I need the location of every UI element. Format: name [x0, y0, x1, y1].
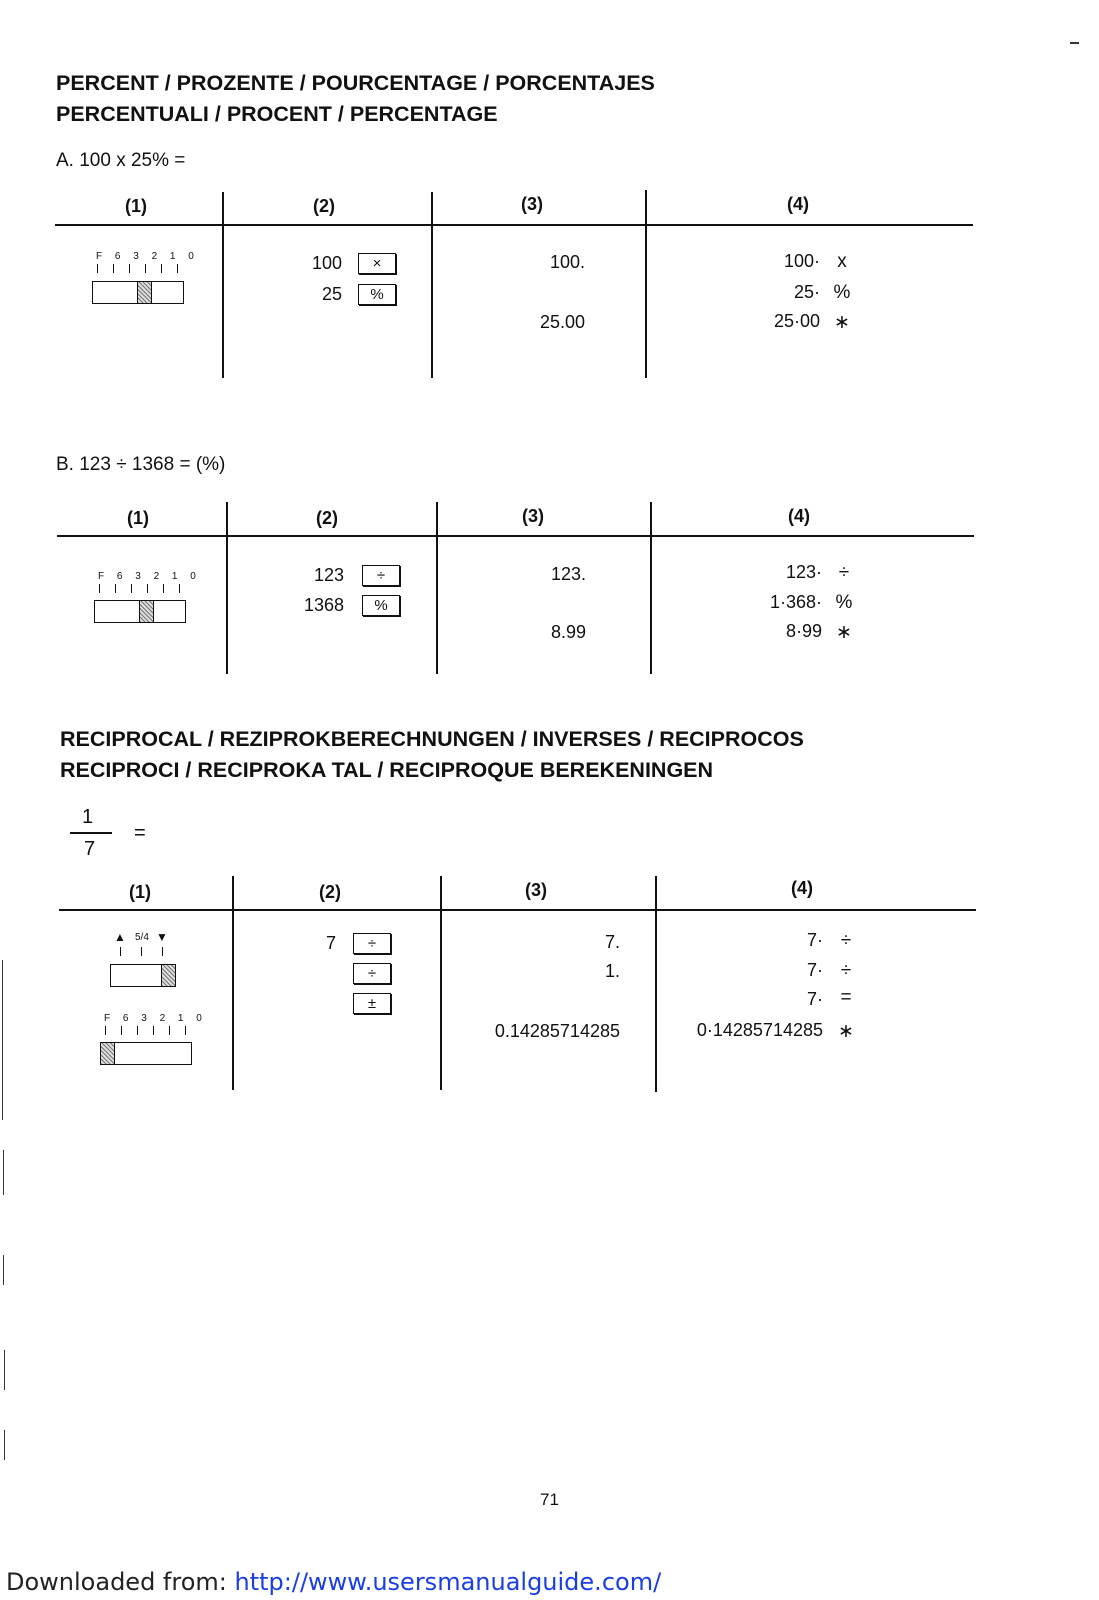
divide-key[interactable]: ÷: [353, 933, 391, 954]
print-value: 0·14285714285: [696, 1020, 823, 1040]
scan-margin-mark: [3, 1150, 4, 1195]
column-divider: [440, 876, 442, 1090]
column-divider: [232, 876, 234, 1090]
print-value: 8·99: [785, 621, 822, 641]
decimal-switch-knob[interactable]: [139, 601, 154, 622]
scan-margin-mark: [4, 1350, 5, 1390]
reciprocal-heading-line2: RECIPROCI / RECIPROKA TAL / RECIPROQUE BEREKENINGEN: [60, 758, 714, 782]
rounding-switch-knob[interactable]: [161, 965, 176, 986]
display-value: 8.99: [550, 622, 586, 642]
column-header-1: (1): [127, 508, 149, 528]
scan-margin-mark: [4, 1430, 5, 1460]
table-rule: [59, 909, 976, 911]
display-value: 123.: [550, 564, 586, 584]
key-entry-number: 123: [313, 565, 344, 585]
percent-key[interactable]: %: [358, 284, 396, 305]
percent-key[interactable]: %: [362, 595, 400, 616]
print-symbol: =: [840, 987, 852, 1008]
print-value: 123·: [785, 562, 822, 582]
decimal-switch-ticks: [97, 264, 181, 273]
column-divider: [226, 502, 228, 674]
decimal-switch-label: F 6 3 2 1 0: [98, 571, 201, 582]
print-value: 7·: [806, 960, 823, 980]
footer-link[interactable]: http://www.usersmanualguide.com/: [234, 1568, 662, 1596]
column-header-4: (4): [787, 194, 809, 214]
table-rule: [57, 535, 974, 537]
column-header-4: (4): [788, 506, 810, 526]
column-header-3: (3): [521, 194, 543, 214]
decimal-switch-knob[interactable]: [101, 1043, 115, 1064]
print-value: 1·368·: [769, 592, 822, 612]
print-symbol: x: [837, 251, 847, 272]
display-value: 100.: [549, 252, 585, 272]
column-divider: [645, 190, 647, 378]
key-entry-number: 25: [321, 284, 342, 304]
scan-margin-mark: [3, 1255, 4, 1285]
rounding-switch-ticks: [120, 947, 164, 956]
column-divider: [222, 192, 224, 378]
decimal-switch-label: F 6 3 2 1 0: [96, 251, 199, 262]
display-value: 7.: [604, 932, 620, 952]
print-symbol: %: [833, 282, 851, 303]
rounding-switch[interactable]: [110, 964, 176, 987]
column-header-1: (1): [125, 196, 147, 216]
print-symbol: ÷: [840, 930, 852, 951]
rounding-switch-label: 5/4: [135, 932, 149, 943]
column-divider: [436, 502, 438, 674]
print-value: 7·: [806, 930, 823, 950]
decimal-switch-ticks: [99, 584, 183, 593]
print-symbol: ÷: [838, 562, 850, 583]
column-header-4: (4): [791, 878, 813, 898]
fraction-equals: =: [134, 822, 146, 844]
print-value: 25·: [793, 282, 820, 302]
print-symbol: ÷: [840, 960, 852, 981]
key-entry-number: 7: [325, 933, 336, 953]
column-header-3: (3): [525, 880, 547, 900]
print-symbol: %: [835, 592, 853, 613]
fraction-denominator: 7: [84, 838, 96, 860]
percent-heading: [56, 68, 655, 130]
percent-heading-line1: PERCENT / PROZENTE / POURCENTAGE / PORCENTAJES: [56, 71, 655, 95]
page-number: 71: [540, 1490, 559, 1509]
print-symbol: ∗: [838, 1021, 854, 1042]
scan-margin-mark: [2, 960, 3, 1120]
decimal-switch-ticks: [105, 1026, 189, 1035]
column-divider: [655, 876, 657, 1092]
round-down-arrow-icon: ▼: [156, 930, 168, 944]
print-symbol: ∗: [834, 312, 850, 333]
percent-heading-line2: PERCENTUALI / PROCENT / PERCENTAGE: [56, 102, 498, 126]
display-value: 0.14285714285: [494, 1021, 620, 1041]
key-entry-number: 1368: [303, 595, 344, 615]
reciprocal-heading: [60, 724, 804, 786]
print-value: 7·: [806, 989, 823, 1009]
reciprocal-heading-line1: RECIPROCAL / REZIPROKBERECHNUNGEN / INVERSES / RECIPROCOS: [60, 727, 804, 751]
example-b-problem: B. 123 ÷ 1368 = (%): [56, 454, 226, 475]
column-header-2: (2): [319, 882, 341, 902]
footer-label: Downloaded from:: [6, 1568, 235, 1596]
decimal-switch-label: F 6 3 2 1 0: [104, 1013, 207, 1024]
decimal-switch[interactable]: [92, 281, 184, 304]
decimal-switch[interactable]: [94, 600, 186, 623]
column-header-2: (2): [313, 196, 335, 216]
print-value: 100·: [783, 251, 820, 271]
column-header-2: (2): [316, 508, 338, 528]
round-up-arrow-icon: ▲: [114, 930, 126, 944]
multiply-key[interactable]: ×: [358, 253, 396, 274]
column-divider: [431, 192, 433, 378]
column-header-3: (3): [522, 506, 544, 526]
column-header-1: (1): [129, 882, 151, 902]
decimal-switch-knob[interactable]: [137, 282, 152, 303]
key-entry-number: 100: [311, 253, 342, 273]
column-divider: [650, 502, 652, 674]
example-a-problem: A. 100 x 25% =: [56, 150, 186, 171]
display-value: 25.00: [539, 312, 585, 332]
print-symbol: ∗: [836, 622, 852, 643]
table-rule: [55, 224, 973, 226]
decimal-switch[interactable]: [100, 1042, 192, 1065]
fraction-numerator: 1: [82, 806, 94, 828]
download-footer: [6, 1568, 661, 1596]
scan-corner-mark: [1070, 42, 1079, 44]
fraction-bar: [70, 832, 112, 834]
print-value: 25·00: [773, 311, 820, 331]
plus-minus-equals-key[interactable]: ±: [353, 993, 391, 1014]
divide-key[interactable]: ÷: [362, 565, 400, 586]
divide-key[interactable]: ÷: [353, 963, 391, 984]
display-value: 1.: [604, 961, 620, 981]
